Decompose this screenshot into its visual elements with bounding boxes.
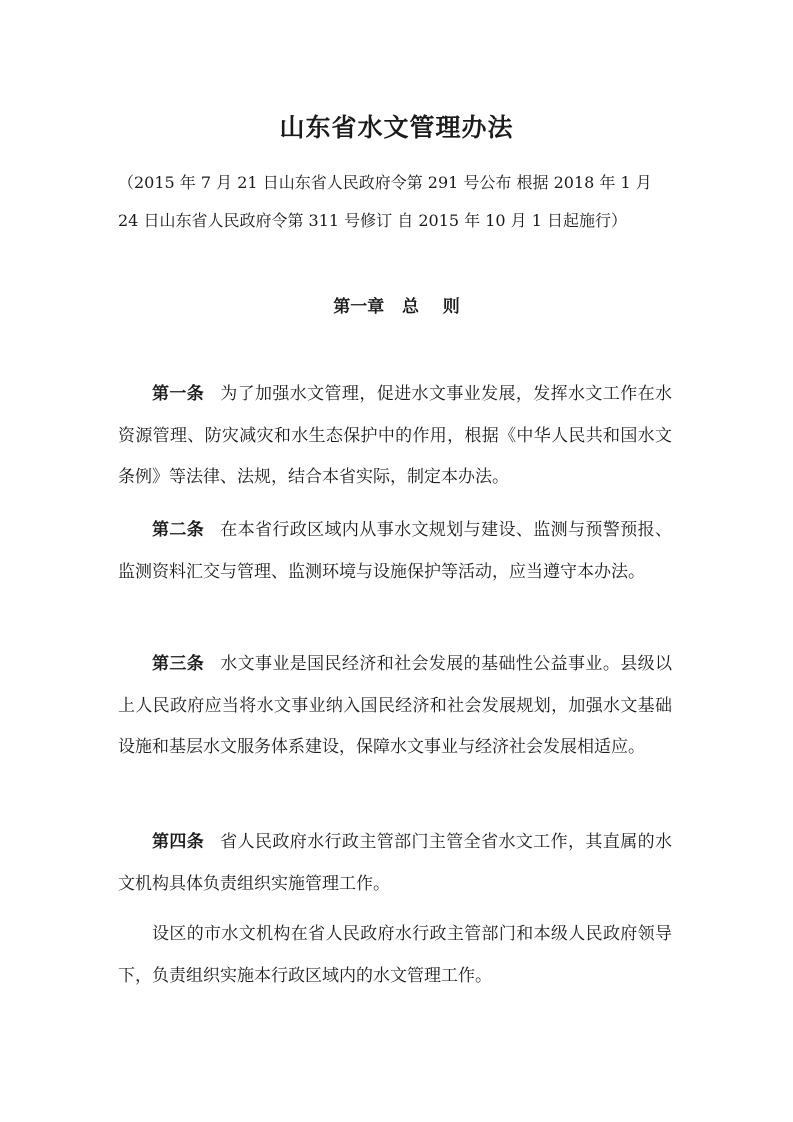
subtitle-line-1: （2015 年 7 月 21 日山东省人民政府令第 291 号公布 根据 2018 年 1 月 [118, 173, 652, 192]
article-3 [118, 644, 672, 769]
article-2-text: 在本省行政区域内从事水文规划与建设、监测与预警预报、监测资料汇交与管理、监测环境与设施保护等活动，应当遵守本办法。 [118, 520, 673, 582]
article-4 [118, 822, 672, 905]
article-4-text: 省人民政府水行政主管部门主管全省水文工作，其直属的水文机构具体负责组织实施管理工作。 [118, 832, 673, 894]
article-3-text: 水文事业是国民经济和社会发展的基础性公益事业。县级以上人民政府应当将水文事业纳入国民经济和社会发展规划，加强水文基础设施和基层水文服务体系建设，保障水文事业与经济社会发展相适应。 [118, 654, 673, 757]
subtitle-line-2: 24 日山东省人民政府令第 311 号修订 自 2015 年 10 月 1 日起施行） [118, 211, 628, 230]
document-title: 山东省水文管理办法 [279, 113, 514, 142]
article-4-label: 第四条 [152, 832, 205, 852]
article-2 [118, 510, 672, 593]
article-2-label: 第二条 [152, 520, 205, 540]
article-4-continued-text: 设区的市水文机构在省人民政府水行政主管部门和本级人民政府领导下，负责组织实施本行政区域内的水文管理工作。 [118, 924, 672, 986]
article-1 [118, 374, 672, 499]
document-subtitle [118, 164, 678, 240]
article-1-text: 为了加强水文管理，促进水文事业发展，发挥水文工作在水资源管理、防灾减灾和水生态保护中的作用，根据《中华人民共和国水文条例》等法律、法规，结合本省实际，制定本办法。 [118, 384, 673, 487]
article-4-continued [118, 914, 672, 997]
article-1-label: 第一条 [152, 384, 205, 404]
article-3-label: 第三条 [152, 654, 205, 674]
chapter-heading: 第一章 总 则 [333, 297, 460, 317]
